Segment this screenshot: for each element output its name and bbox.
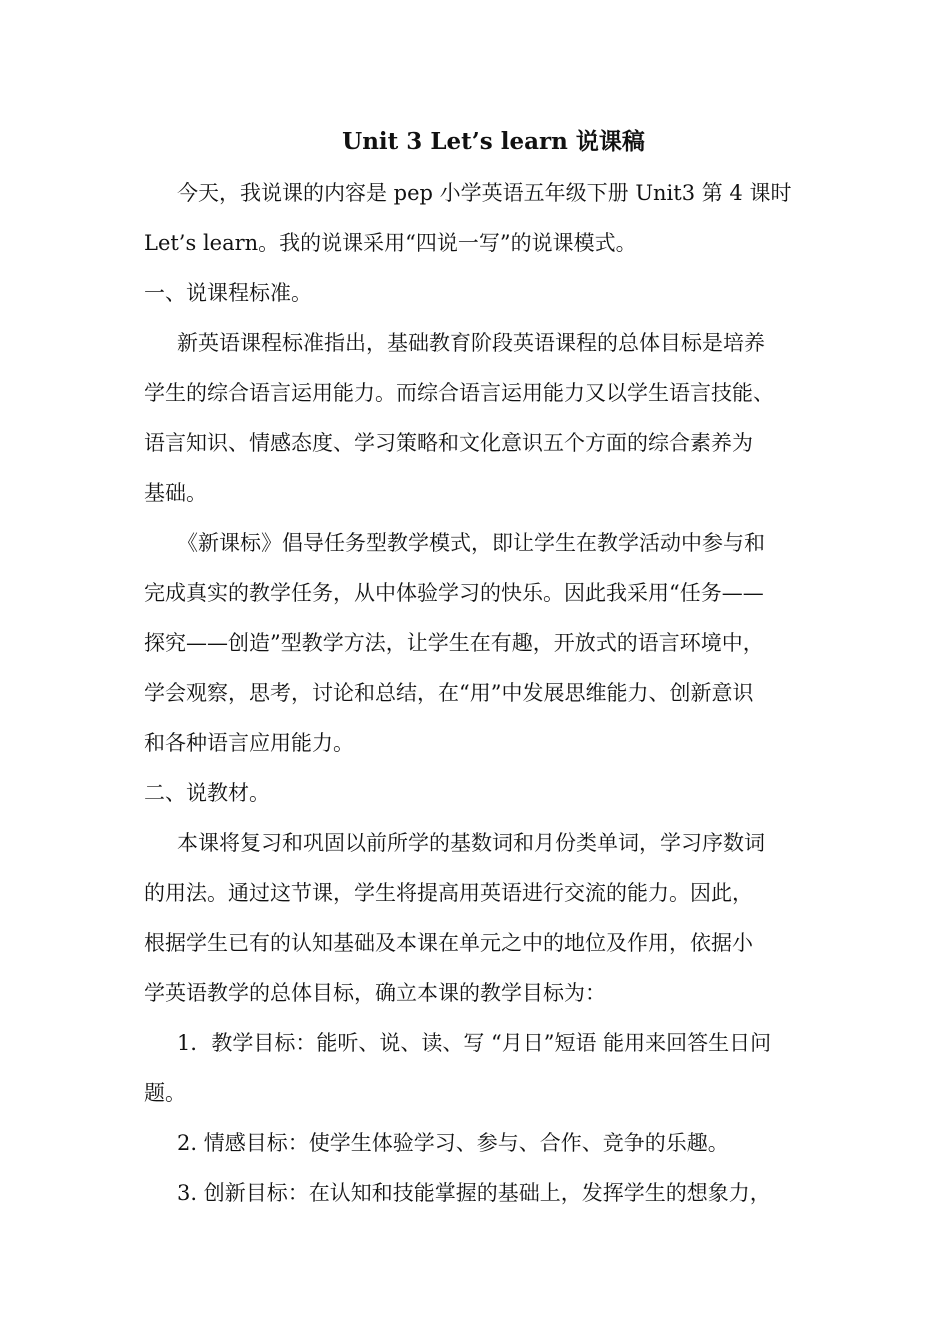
- paragraph-line: 基础。: [144, 481, 207, 505]
- paragraph-line: 学英语教学的总体目标，确立本课的教学目标为：: [144, 981, 606, 1005]
- paragraph-line: 《新课标》倡导任务型教学模式，即让学生在教学活动中参与和: [177, 531, 765, 555]
- section-heading: 一、说课程标准。: [144, 281, 312, 305]
- list-item-line: 3. 创新目标：在认知和技能掌握的基础上，发挥学生的想象力，: [177, 1181, 771, 1205]
- list-item-line: 2. 情感目标：使学生体验学习、参与、合作、竞争的乐趣。: [177, 1131, 729, 1155]
- document-title: Unit 3 Let’s learn 说课稿: [342, 128, 645, 155]
- section-heading: 二、说教材。: [144, 781, 270, 805]
- paragraph-line: 题。: [144, 1081, 186, 1105]
- list-item-line: 1．教学目标：能听、说、读、写 “月日”短语 能用来回答生日问: [177, 1031, 772, 1055]
- paragraph-line: 语言知识、情感态度、学习策略和文化意识五个方面的综合素养为: [144, 431, 753, 455]
- paragraph-line: 完成真实的教学任务，从中体验学习的快乐。因此我采用“任务——: [144, 581, 764, 605]
- paragraph-line: 学生的综合语言运用能力。而综合语言运用能力又以学生语言技能、: [144, 381, 774, 405]
- paragraph-line: 学会观察，思考，讨论和总结，在“用”中发展思维能力、创新意识: [144, 681, 754, 705]
- paragraph-line: 新英语课程标准指出，基础教育阶段英语课程的总体目标是培养: [177, 331, 765, 355]
- paragraph-line: Let’s learn。我的说课采用“四说一写”的说课模式。: [144, 231, 637, 255]
- document-body: [144, 168, 816, 1218]
- paragraph-line: 的用法。通过这节课，学生将提高用英语进行交流的能力。因此，: [144, 881, 753, 905]
- paragraph-line: 本课将复习和巩固以前所学的基数词和月份类单词，学习序数词: [177, 831, 765, 855]
- paragraph-line: 探究——创造”型教学方法，让学生在有趣，开放式的语言环境中，: [144, 631, 764, 655]
- paragraph-line: 和各种语言应用能力。: [144, 731, 354, 755]
- paragraph-line: 根据学生已有的认知基础及本课在单元之中的地位及作用，依据小: [144, 931, 753, 955]
- paragraph-line: 今天，我说课的内容是 pep 小学英语五年级下册 Unit3 第 4 课时: [177, 181, 792, 205]
